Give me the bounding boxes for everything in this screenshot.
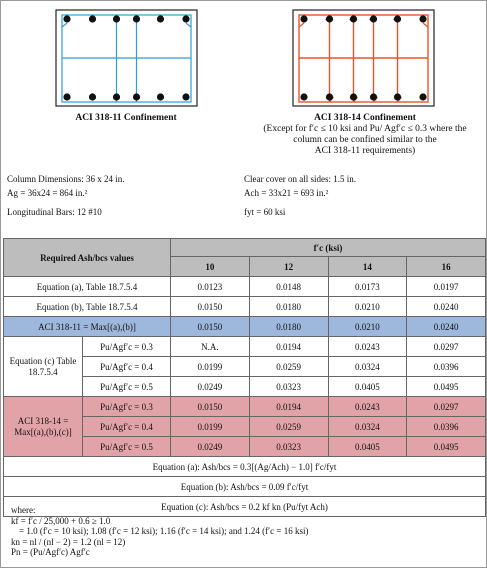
caption-note-line: column can be confined similar to the [293, 135, 437, 145]
longitudinal-bar [157, 93, 164, 100]
condition-cell: Pu/Agf′c = 0.4 [83, 357, 171, 377]
equation-a: Equation (a): Ash/bcs = 0.3[(Ag/Ach) − 1.0] f′c/fyt [4, 457, 486, 477]
column-header: 16 [407, 257, 486, 277]
core-area: Ach = 33x21 = 693 in.² [244, 188, 329, 198]
table-cell: 0.0324 [328, 417, 407, 437]
longitudinal-bar [394, 93, 401, 100]
gross-area: Ag = 36x24 = 864 in.² [7, 188, 88, 198]
table-cell: 0.0405 [328, 437, 407, 457]
longitudinal-bar [182, 93, 189, 100]
table-cell: 0.0180 [249, 317, 328, 337]
table-cell: 0.0150 [171, 317, 250, 337]
table-cell: 0.0405 [328, 377, 407, 397]
ash-requirements-table [3, 238, 486, 517]
row-label: Equation (b), Table 18.7.5.4 [4, 297, 171, 317]
column-header: 12 [249, 257, 328, 277]
table-cell: 0.0243 [328, 397, 407, 417]
longitudinal-bar [63, 93, 70, 100]
equation-row [4, 477, 486, 497]
table-cell: 0.0210 [328, 297, 407, 317]
table-cell: 0.0297 [407, 397, 486, 417]
table-cell: 0.0259 [249, 417, 328, 437]
table-row-aci-318-11 [4, 317, 486, 337]
table-cell: 0.0199 [171, 417, 250, 437]
table-cell: 0.0240 [407, 297, 486, 317]
longitudinal-bar [113, 15, 120, 22]
column-header: 10 [171, 257, 250, 277]
longitudinal-bar [326, 93, 333, 100]
table-row [4, 297, 486, 317]
row-label: Equation (a), Table 18.7.5.4 [4, 277, 171, 297]
longitudinal-bar [157, 15, 164, 22]
table-cell: 0.0197 [407, 277, 486, 297]
table-cell: 0.0123 [171, 277, 250, 297]
table-cell: 0.0249 [171, 377, 250, 397]
caption-note-line: (Except for f′c ≤ 10 ksi and Pu/ Agf′c ≤ 0.3 where the [263, 124, 467, 134]
clear-cover: Clear cover on all sides: 1.5 in. [244, 174, 356, 184]
table-row [4, 277, 486, 297]
caption-note-line: ACI 318-11 requirements) [314, 146, 416, 156]
longitudinal-bar [419, 93, 426, 100]
tie-yield-strength: fyt = 60 ksi [244, 207, 286, 217]
table-cell: 0.0194 [249, 337, 328, 357]
table-cell: 0.0194 [249, 397, 328, 417]
table-cell: 0.0396 [407, 417, 486, 437]
table-cell: 0.0259 [249, 357, 328, 377]
equation-row [4, 457, 486, 477]
notes-block [7, 505, 308, 558]
aci-318-14-caption-title: ACI 318-14 Confinement [314, 113, 416, 123]
longitudinal-bar [370, 15, 377, 22]
table-cell: 0.0323 [249, 377, 328, 397]
longitudinal-bar [370, 93, 377, 100]
table-cell: 0.0495 [407, 437, 486, 457]
longitudinal-bar [326, 15, 333, 22]
longitudinal-bar [419, 15, 426, 22]
longitudinal-bar [300, 93, 307, 100]
equation-b: Equation (b): Ash/bcs = 0.09 f′c/fyt [4, 477, 486, 497]
longitudinal-bar [113, 93, 120, 100]
notes-line: Pn = (Pu/Agf′c) Agf′c [11, 547, 90, 557]
condition-cell: Pu/Agf′c = 0.4 [83, 417, 171, 437]
table-cell: 0.0323 [249, 437, 328, 457]
table-row-aci-318-14 [4, 397, 486, 417]
table-cell: 0.0210 [328, 317, 407, 337]
aci-318-11-section-diagram [55, 9, 198, 107]
table-cell: 0.0150 [171, 397, 250, 417]
longitudinal-bar [89, 15, 96, 22]
aci-318-14-caption [247, 113, 483, 157]
aci-318-14-section-diagram [292, 9, 435, 107]
condition-cell: Pu/Agf′c = 0.3 [83, 337, 171, 357]
aci-318-11-caption: ACI 318-11 Confinement [75, 113, 177, 123]
notes-line: kf = f′c / 25,000 + 0.6 ≥ 1.0 [11, 515, 111, 526]
table-cell: 0.0148 [249, 277, 328, 297]
longitudinal-bar [394, 15, 401, 22]
notes-line: where: [11, 505, 36, 515]
table-cell: N.A. [171, 337, 250, 357]
table-header-required: Required Ash/bcs values [4, 239, 171, 277]
column-dimensions: Column Dimensions: 36 x 24 in. [7, 174, 125, 184]
table-cell: 0.0324 [328, 357, 407, 377]
equation-c: Equation (c): Ash/bcs = 0.2 kf kn (Pu/fyt Ach) [4, 497, 486, 517]
longitudinal-bar [89, 93, 96, 100]
longitudinal-bar [133, 93, 140, 100]
longitudinal-bar [350, 15, 357, 22]
table-cell: 0.0173 [328, 277, 407, 297]
table-cell: 0.0396 [407, 357, 486, 377]
condition-cell: Pu/Agf′c = 0.5 [83, 377, 171, 397]
longitudinal-bar [63, 15, 70, 22]
group-label-eq-c: Equation (c) Table 18.7.5.4 [4, 337, 83, 397]
table-cell: 0.0243 [328, 337, 407, 357]
longitudinal-bar [300, 15, 307, 22]
notes-line: = 1.0 (f′c = 10 ksi); 1.08 (f′c = 12 ksi); 1.16 (f′c = 14 ksi); and 1.24 (f′c = 16 ksi) [19, 526, 309, 536]
table-cell: 0.0180 [249, 297, 328, 317]
table-cell: 0.0240 [407, 317, 486, 337]
group-label-aci-318-14: ACI 318-14 = Max[(a),(b),(c)] [4, 397, 83, 457]
longitudinal-bars: Longitudinal Bars: 12 #10 [7, 207, 102, 217]
notes-line: kn = nl / (nl − 2) = 1.2 (nl = 12) [11, 536, 126, 547]
longitudinal-bar [133, 15, 140, 22]
longitudinal-bar [182, 15, 189, 22]
condition-cell: Pu/Agf′c = 0.3 [83, 397, 171, 417]
table-cell: 0.0495 [407, 377, 486, 397]
condition-cell: Pu/Agf′c = 0.5 [83, 437, 171, 457]
column-header: 14 [328, 257, 407, 277]
table-cell: 0.0150 [171, 297, 250, 317]
longitudinal-bar [350, 93, 357, 100]
table-header-fc: f′c (ksi) [171, 239, 486, 257]
table-row [4, 337, 486, 357]
row-label: ACI 318-11 = Max[(a),(b)] [4, 317, 171, 337]
table-cell: 0.0297 [407, 337, 486, 357]
table-cell: 0.0249 [171, 437, 250, 457]
table-cell: 0.0199 [171, 357, 250, 377]
